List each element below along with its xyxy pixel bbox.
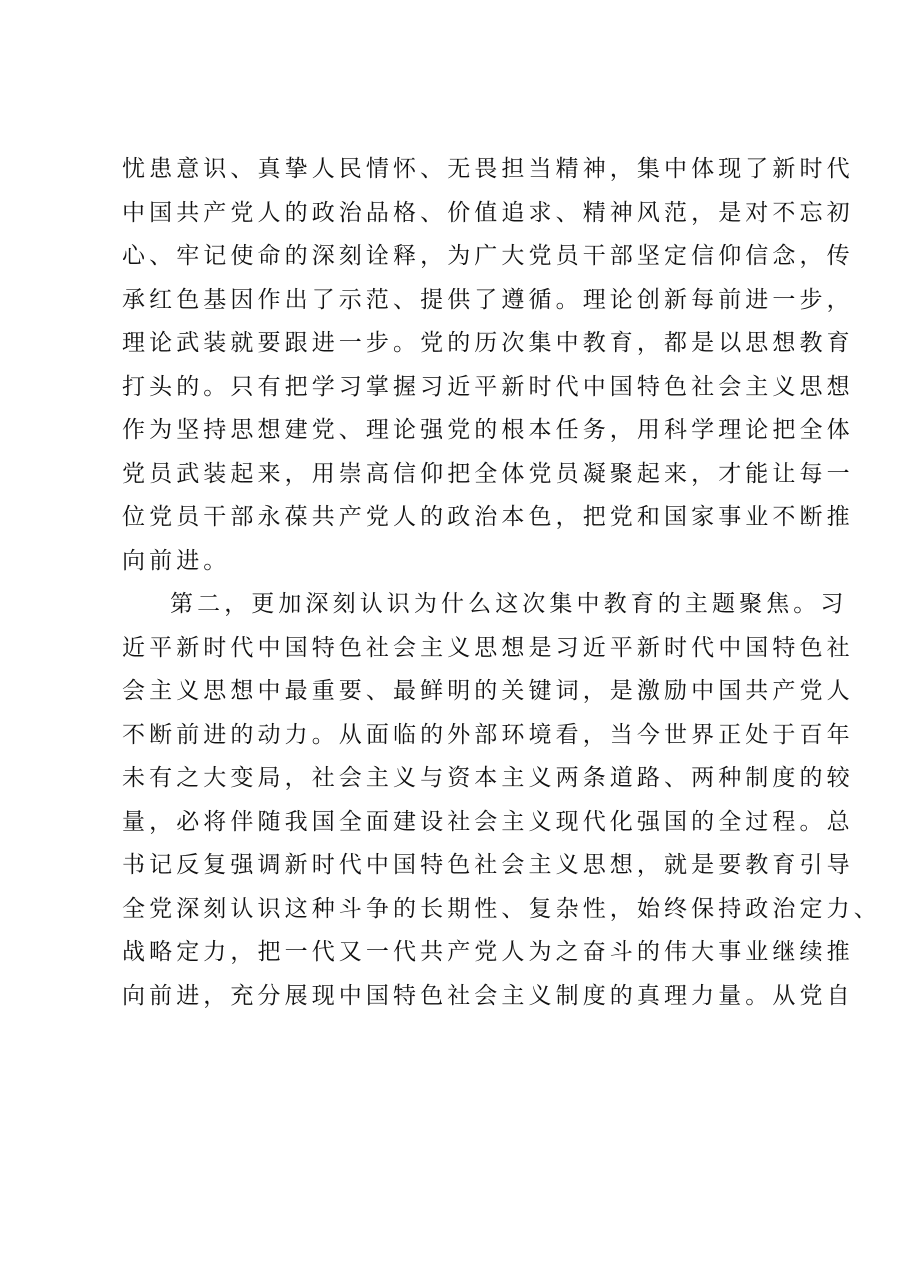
text-line: 书记反复强调新时代中国特色社会主义思想，就是要教育引导: [122, 852, 854, 878]
text-line: 量，必将伴随我国全面建设社会主义现代化强国的全过程。总: [122, 808, 854, 835]
text-line: 战略定力，把一代又一代共产党人为之奋斗的伟大事业继续推: [122, 939, 854, 965]
text-line: 党员武装起来，用崇高信仰把全体党员凝聚起来，才能让每一: [122, 460, 854, 487]
text-line: 向前进。: [122, 547, 231, 574]
body-text: [122, 148, 881, 1018]
text-line: 未有之大变局，社会主义与资本主义两条道路、两种制度的较: [122, 765, 854, 791]
paragraph-start-line: 第二，更加深刻认识为什么这次集中教育的主题聚焦。习: [170, 591, 848, 617]
text-line: 近平新时代中国特色社会主义思想是习近平新时代中国特色社: [122, 634, 854, 661]
text-line: 不断前进的动力。从面临的外部环境看，当今世界正处于百年: [122, 721, 854, 748]
text-line: 忧患意识、真挚人民情怀、无畏担当精神，集中体现了新时代: [122, 156, 854, 182]
text-line: 打头的。只有把学习掌握习近平新时代中国特色社会主义思想: [122, 373, 854, 400]
text-line: 会主义思想中最重要、最鲜明的关键词，是激励中国共产党人: [122, 678, 854, 704]
text-line: 承红色基因作出了示范、提供了遵循。理论创新每前进一步，: [122, 286, 854, 313]
text-line: 全党深刻认识这种斗争的长期性、复杂性，始终保持政治定力、: [122, 895, 881, 922]
text-line: 心、牢记使命的深刻诠释，为广大党员干部坚定信仰信念，传: [122, 243, 854, 269]
text-line: 位党员干部永葆共产党人的政治本色，把党和国家事业不断推: [122, 504, 854, 530]
text-line: 向前进，充分展现中国特色社会主义制度的真理力量。从党自: [122, 982, 854, 1009]
text-line: 理论武装就要跟进一步。党的历次集中教育，都是以思想教育: [122, 330, 854, 356]
text-line: 中国共产党人的政治品格、价值追求、精神风范，是对不忘初: [122, 199, 854, 226]
text-line: 作为坚持思想建党、理论强党的根本任务，用科学理论把全体: [122, 417, 854, 443]
